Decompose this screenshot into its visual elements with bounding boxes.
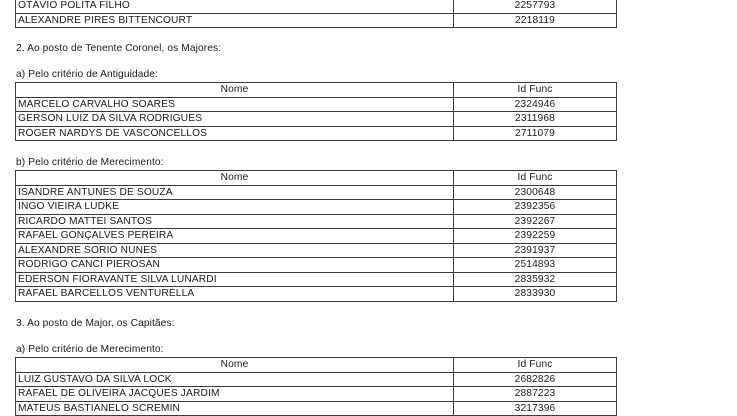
antiguidade-table-body [16,97,617,141]
column-header-id: Id Func [454,358,617,373]
cell-id-func: 2300648 [454,185,617,200]
cell-nome: RICARDO MATTEI SANTOS [16,214,454,229]
cell-nome: RAFAEL DE OLIVEIRA JACQUES JARDIM [16,387,454,402]
table-row [16,126,617,141]
section2-sub-a-label: a) Pelo critério de Antiguidade: [16,69,158,80]
section3-heading: 3. Ao posto de Major, os Capitães: [16,318,175,329]
table-header-row [16,83,617,98]
capitaes-merecimento-table [15,357,617,416]
cell-id-func: 2887223 [454,387,617,402]
cell-id-func: 2218119 [454,13,617,28]
antiguidade-table [15,82,617,141]
top-table-body [16,0,617,28]
top-table [15,0,617,28]
capitaes-table-body [16,372,617,416]
column-header-id: Id Func [454,83,617,98]
section2-heading: 2. Ao posto de Tenente Coronel, os Majores: [16,43,222,54]
table-row [16,13,617,28]
table-row [16,287,617,302]
table-row [16,272,617,287]
table-header-row [16,171,617,186]
table-row [16,372,617,387]
cell-id-func: 2392267 [454,214,617,229]
merecimento-table-body [16,185,617,301]
table-row [16,387,617,402]
table-row [16,258,617,273]
cell-nome: ISANDRE ANTUNES DE SOUZA [16,185,454,200]
cell-nome: ALEXANDRE PIRES BITTENCOURT [16,13,454,28]
cell-nome: RAFAEL BARCELLOS VENTURELLA [16,287,454,302]
cell-id-func: 2311968 [454,112,617,127]
cell-id-func: 2833930 [454,287,617,302]
cell-nome: INGO VIEIRA LUDKE [16,200,454,215]
cell-nome: RAFAEL GONÇALVES PEREIRA [16,229,454,244]
cell-nome: OTÁVIO POLITA FILHO [16,0,454,13]
merecimento-table [15,170,617,302]
table-row [16,112,617,127]
section2-sub-b-label: b) Pelo critério de Merecimento: [16,157,164,168]
table-row [16,229,617,244]
cell-id-func: 2835932 [454,272,617,287]
table-row [16,214,617,229]
cell-id-func: 2324946 [454,97,617,112]
table-row [16,185,617,200]
cell-nome: LUIZ GUSTAVO DA SILVA LOCK [16,372,454,387]
cell-nome: ALEXANDRE SORIO NUNES [16,243,454,258]
cell-id-func: 2392356 [454,200,617,215]
cell-nome: EDERSON FIORAVANTE SILVA LUNARDI [16,272,454,287]
cell-id-func: 2514893 [454,258,617,273]
cell-nome: MARCELO CARVALHO SOARES [16,97,454,112]
column-header-nome: Nome [16,171,454,186]
cell-id-func: 3217396 [454,401,617,416]
table-row [16,200,617,215]
section3-sub-a-label: a) Pelo critério de Merecimento: [16,344,164,355]
cell-nome: GERSON LUIZ DA SILVA RODRIGUES [16,112,454,127]
column-header-nome: Nome [16,358,454,373]
cell-nome: ROGER NARDYS DE VASCONCELLOS [16,126,454,141]
cell-id-func: 2392259 [454,229,617,244]
table-row [16,401,617,416]
cell-id-func: 2682826 [454,372,617,387]
column-header-nome: Nome [16,83,454,98]
cell-id-func: 2257793 [454,0,617,13]
table-header-row [16,358,617,373]
table-row [16,0,617,13]
table-row [16,243,617,258]
cell-id-func: 2711079 [454,126,617,141]
column-header-id: Id Func [454,171,617,186]
cell-nome: MATEUS BASTIANELO SCREMIN [16,401,454,416]
cell-id-func: 2391937 [454,243,617,258]
table-row [16,97,617,112]
cell-nome: RODRIGO CANCI PIEROSAN [16,258,454,273]
